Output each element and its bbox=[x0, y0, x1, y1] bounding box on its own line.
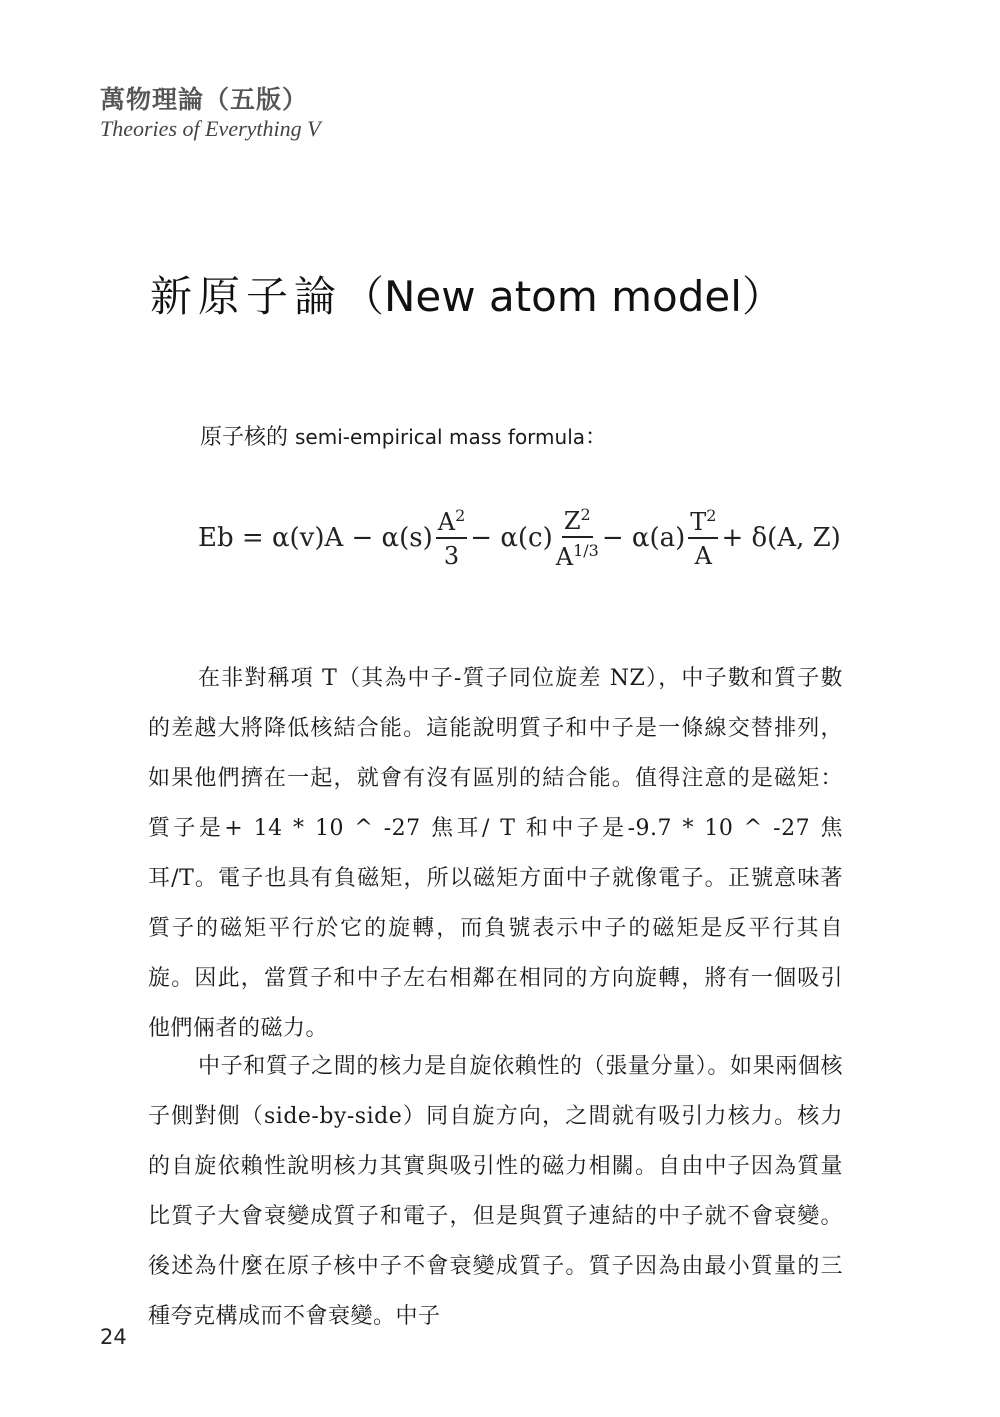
running-header-subtitle: Theories of Everything V bbox=[100, 116, 321, 141]
fraction-denominator: 3 bbox=[443, 542, 460, 571]
fraction-surface-term bbox=[436, 507, 468, 570]
formula-intro-prefix: 原子核的 bbox=[200, 425, 295, 450]
fraction-numerator: Z bbox=[563, 507, 581, 535]
chapter-title bbox=[150, 264, 784, 324]
fraction-coulomb-term bbox=[556, 506, 599, 571]
formula-operator-asymmetry: − α(a) bbox=[601, 523, 686, 554]
exponent: 1/3 bbox=[573, 541, 599, 561]
body-paragraph-nuclear-force: 中子和質子之間的核力是自旋依賴性的（張量分量）。如果兩個核子側對側（side-by-side）同自旋方向，之間就有吸引力核力。核力的自旋依賴性說明核力其實與吸引性的磁力相關。自由中子因為質量比質子大會衰變成質子和電子，但是與質子連結的中子就不會衰變。後述為什麼在原子核中子不會衰變成質子。質子因為由最小質量的三種夸克構成而不會衰變。中子 bbox=[148, 1054, 843, 1329]
fraction-denominator: A bbox=[694, 542, 713, 571]
exponent: 2 bbox=[706, 506, 717, 525]
body-paragraph-asymmetry: 在非對稱項 T（其為中子-質子同位旋差 NZ），中子數和質子數的差越大將降低核結合能。這能說明質子和中子是一條線交替排列，如果他們擠在一起，就會有沒有區別的結合能。值得注意的是磁矩：質子是+ 14 * 10 ^ -27 焦耳/ T 和中子是-9.7 * 10 ^ -27 焦耳/T。電子也具有負磁矩，所以磁矩方面中子就像電子。正號意味著質子的磁矩平行於它的旋轉，而負號表示中子的磁矩是反平行其自旋。因此，當質子和中子左右相鄰在相同的方向旋轉，將有一個吸引他們倆者的磁力。 bbox=[148, 666, 843, 1041]
formula-intro-name: semi-empirical mass formula bbox=[295, 425, 586, 449]
chapter-title-english: （New atom model） bbox=[342, 272, 784, 321]
exponent: 2 bbox=[455, 506, 466, 525]
formula-lhs: Eb = α(v)A − α(s) bbox=[198, 523, 433, 554]
exponent: 2 bbox=[580, 505, 591, 524]
fraction-numerator: A bbox=[437, 508, 456, 536]
formula-operator-coulomb: − α(c) bbox=[470, 523, 553, 554]
fraction-denominator: A bbox=[555, 543, 574, 572]
formula-intro bbox=[200, 420, 607, 451]
formula-intro-colon: ： bbox=[585, 425, 608, 450]
mass-formula bbox=[198, 506, 841, 571]
fraction-numerator: T bbox=[690, 508, 707, 536]
formula-pairing-term: + δ(A, Z) bbox=[721, 523, 841, 554]
page-number: 24 bbox=[100, 1325, 127, 1349]
fraction-asymmetry-term bbox=[688, 507, 718, 570]
chapter-title-chinese: 新原子論 bbox=[150, 272, 343, 321]
running-header-title: 萬物理論（五版） bbox=[100, 85, 309, 114]
